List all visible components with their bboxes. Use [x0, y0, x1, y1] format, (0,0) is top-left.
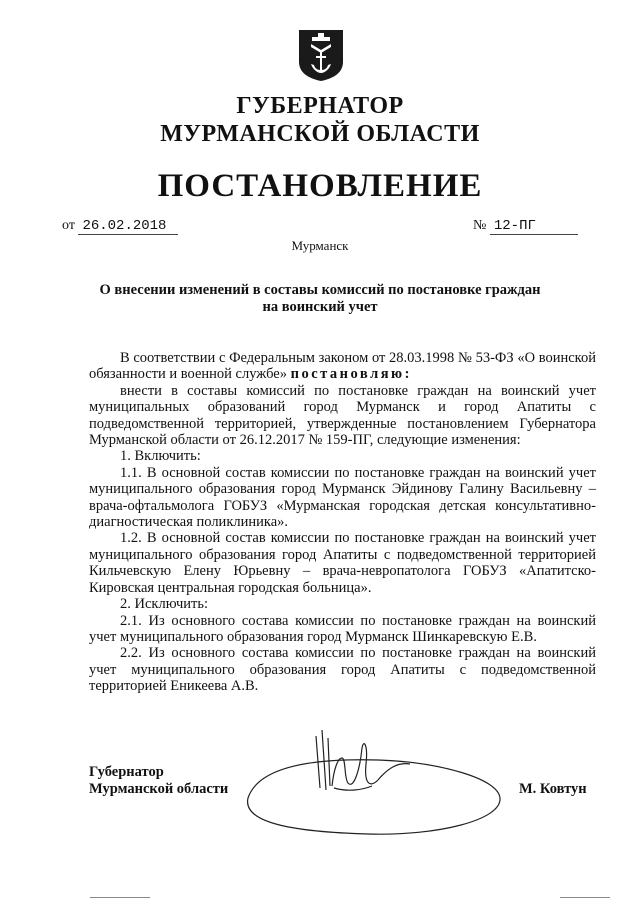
date-field: [62, 218, 178, 235]
signatory-name: М. Ковтун: [519, 781, 587, 797]
handwritten-signature-icon: [238, 728, 508, 838]
document-body: [89, 350, 596, 695]
city: Мурманск: [291, 238, 349, 253]
date-value: 26.02.2018: [78, 218, 178, 235]
number-field: [473, 218, 578, 235]
body-paragraph: 1.2. В основной состав комиссии по постановке граждан на воинский учет муниципального образования город Апатиты с подведомственной территорией Кильчевскую Елену Юрьевну – врача-невропатолога ГОБУЗ «Апатитско-Кировская центральная городская больница».: [89, 530, 596, 596]
signatory-position: [89, 764, 228, 798]
body-paragraph: 1. Включить:: [120, 448, 201, 465]
issuer-line-1: ГУБЕРНАТОР: [236, 93, 404, 119]
date-prefix: от: [62, 218, 75, 233]
body-paragraph: 1.1. В основной состав комиссии по постановке граждан на воинский учет муниципального образования город Мурманск Эйдинову Галину Васильевну – врача-офтальмолога ГОБУЗ «Мурманская городская детская консультативно-диагностическая поликлиника».: [89, 464, 596, 531]
position-line-2: Мурманской области: [89, 781, 229, 797]
number-value: 12-ПГ: [490, 218, 578, 235]
document-subject: [90, 282, 550, 316]
body-paragraph: 2.2. Из основного состава комиссии по постановке граждан на воинский учет муниципального образования город Апатиты с подведомственной территорией Еникеева А.В.: [89, 645, 596, 695]
subject-line-1: О внесении изменений в составы комиссий по постановке граждан: [99, 282, 541, 298]
subject-line-2: на воинский учет: [262, 299, 378, 315]
footer-divider: [560, 897, 610, 898]
body-paragraph-intro: [89, 350, 596, 383]
document-type: ПОСТАНОВЛЕНИЕ: [157, 168, 483, 204]
coat-of-arms-icon: [297, 28, 345, 82]
intro-text: В соответствии с Федеральным законом от 28.03.1998 № 53-ФЗ «О воинской обязанности и военной службе»: [89, 350, 596, 383]
body-paragraph: внести в составы комиссий по постановке граждан на воинский учет муниципальных образований город Мурманск и город Апатиты с подведомственной территорией, утвержденные постановлением Губернатора Мурманской области от 26.12.2017 № 159-ПГ, следующие изменения:: [89, 382, 596, 449]
decree-word: постановляю:: [290, 366, 412, 383]
position-line-1: Губернатор: [89, 764, 164, 780]
footer-divider: [90, 897, 150, 898]
body-paragraph: 2. Исключить:: [120, 596, 208, 613]
issuer-title: [0, 92, 640, 148]
number-prefix: №: [473, 218, 487, 233]
issuer-line-2: МУРМАНСКОЙ ОБЛАСТИ: [160, 121, 480, 147]
body-paragraph: 2.1. Из основного состава комиссии по постановке граждан на воинский учет муниципального образования город Мурманск Шинкаревскую Е.В.: [89, 612, 596, 645]
